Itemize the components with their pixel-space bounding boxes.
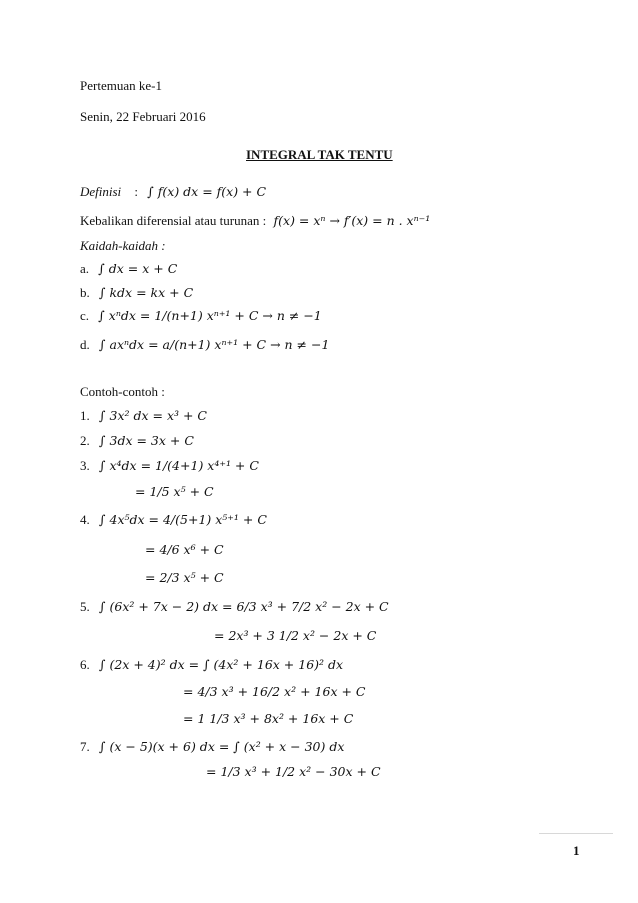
rule-formula: ∫ axⁿdx = a/(n+1) xⁿ⁺¹ + C → n ≠ −1 — [99, 337, 330, 352]
page-number: 1 — [573, 843, 580, 858]
definition-label: Definisi — [80, 184, 122, 199]
example-formula: ∫ 4x⁵dx = 4/(5+1) x⁵⁺¹ + C — [99, 512, 267, 527]
example-continuation: = 2/3 x⁵ + C — [145, 570, 224, 585]
example-label: 6. — [80, 657, 90, 672]
example-continuation: = 2x³ + 3 1/2 x² − 2x + C — [214, 628, 377, 643]
definition-line — [80, 184, 266, 200]
rule-label: b. — [80, 285, 90, 300]
rule-label: a. — [80, 261, 90, 276]
date-label: Senin, 22 Februari 2016 — [80, 109, 206, 124]
rule-formula: ∫ xⁿdx = 1/(n+1) xⁿ⁺¹ + C → n ≠ −1 — [98, 308, 322, 323]
rule-item — [80, 337, 329, 353]
example-continuation: = 4/3 x³ + 16/2 x² + 16x + C — [183, 684, 366, 699]
meeting-label: Pertemuan ke-1 — [80, 78, 162, 93]
inverse-line — [80, 213, 430, 229]
example-continuation: = 1/3 x³ + 1/2 x² − 30x + C — [206, 764, 381, 779]
inverse-formula: f(x) = xⁿ → f′(x) = n . xⁿ⁻¹ — [273, 213, 431, 228]
example-item — [80, 408, 207, 424]
definition-colon: : — [134, 184, 139, 199]
example-continuation: = 1/5 x⁵ + C — [135, 484, 214, 499]
example-formula: ∫ (x − 5)(x + 6) dx = ∫ (x² + x − 30) dx — [99, 739, 345, 754]
example-continuation: = 1 1/3 x³ + 8x² + 16x + C — [183, 711, 354, 726]
example-label: 2. — [80, 433, 90, 448]
page-title: INTEGRAL TAK TENTU — [246, 147, 393, 162]
footer-divider — [539, 833, 613, 834]
example-item — [80, 739, 344, 755]
example-label: 7. — [80, 739, 90, 754]
example-item — [80, 512, 267, 528]
example-label: 4. — [80, 512, 90, 527]
rules-heading: Kaidah-kaidah : — [80, 238, 166, 253]
rule-formula: ∫ kdx = kx + C — [99, 285, 194, 300]
rule-item — [80, 261, 177, 277]
example-formula: ∫ 3x² dx = x³ + C — [99, 408, 207, 423]
example-label: 5. — [80, 599, 90, 614]
rule-label: c. — [80, 308, 90, 323]
rule-item — [80, 308, 322, 324]
example-item — [80, 599, 389, 615]
example-item — [80, 458, 259, 474]
example-item — [80, 657, 343, 673]
example-item — [80, 433, 194, 449]
example-formula: ∫ (6x² + 7x − 2) dx = 6/3 x³ + 7/2 x² − 2x + C — [99, 599, 389, 614]
example-formula: ∫ x⁴dx = 1/(4+1) x⁴⁺¹ + C — [99, 458, 259, 473]
example-label: 1. — [80, 408, 90, 423]
rule-item — [80, 285, 193, 301]
example-label: 3. — [80, 458, 90, 473]
rule-label: d. — [80, 337, 90, 352]
examples-heading: Contoh-contoh : — [80, 384, 165, 399]
example-formula: ∫ 3dx = 3x + C — [99, 433, 194, 448]
inverse-text: Kebalikan diferensial atau turunan : — [80, 213, 267, 228]
example-continuation: = 4/6 x⁶ + C — [145, 542, 224, 557]
rule-formula: ∫ dx = x + C — [98, 261, 178, 276]
definition-formula: ∫ f(x) dx = f(x) + C — [147, 184, 267, 199]
example-formula: ∫ (2x + 4)² dx = ∫ (4x² + 16x + 16)² dx — [99, 657, 344, 672]
